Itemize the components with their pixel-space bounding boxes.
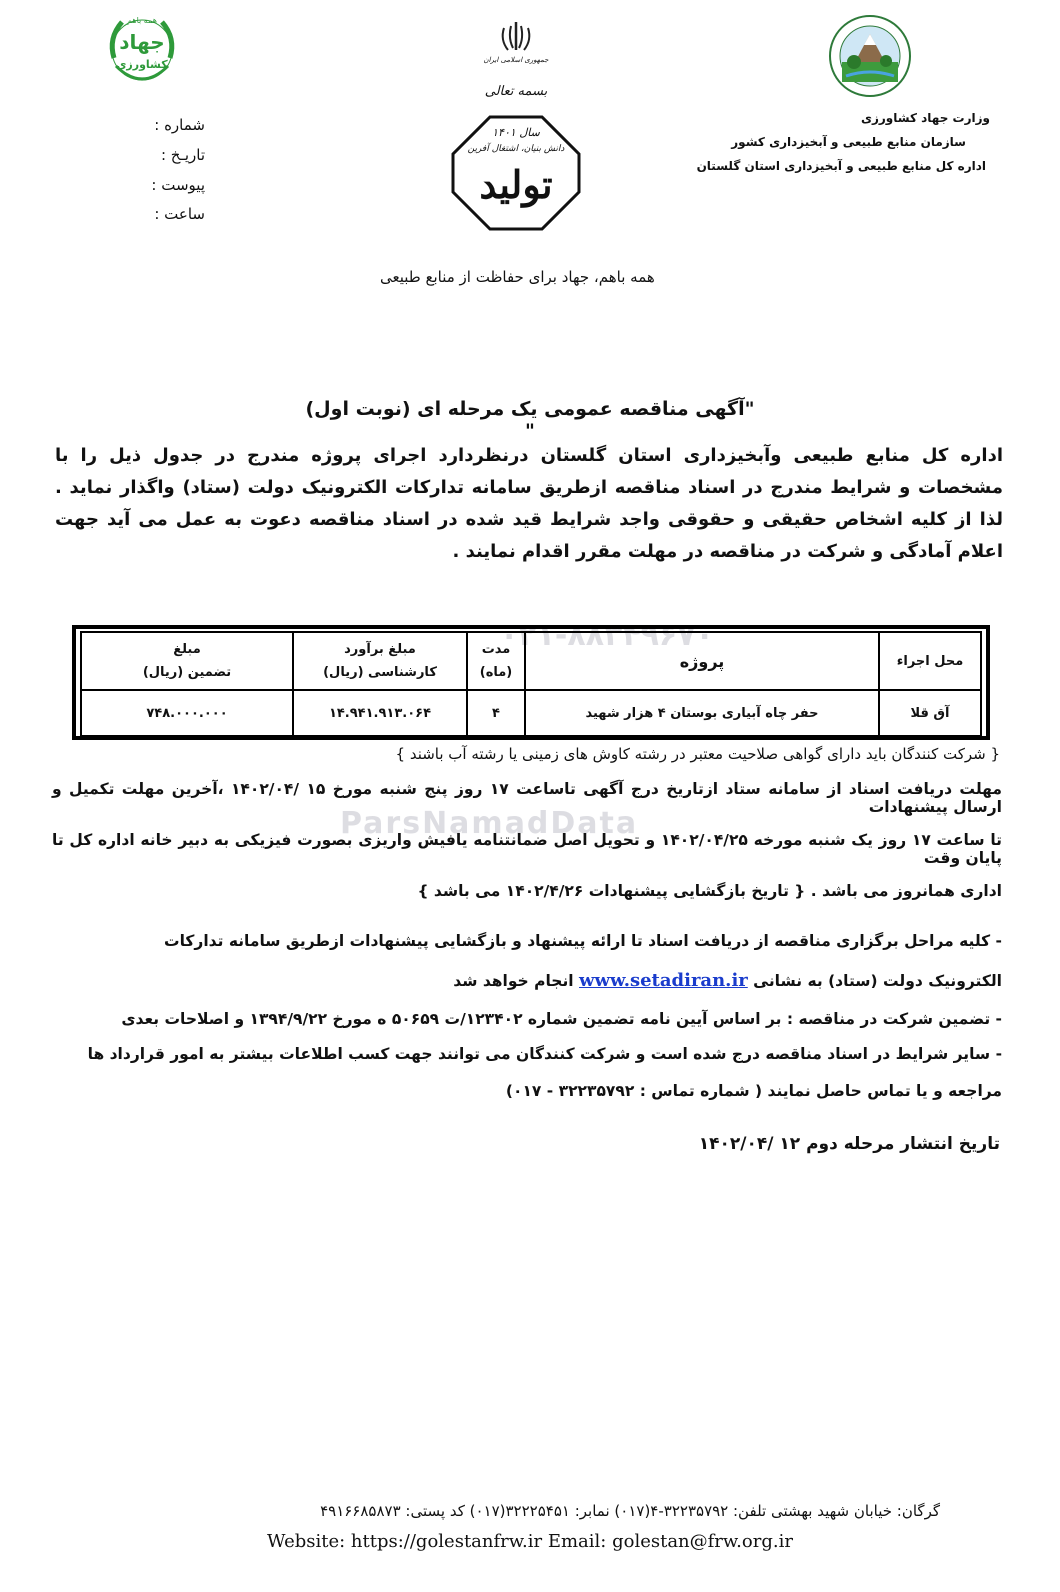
header-guarantee [81,632,293,690]
table-row [81,690,981,736]
jehad-logo-main-text: جهاد [119,30,165,54]
header-project: پروژه [525,632,879,690]
header-duration [467,632,525,690]
footer-address: گرگان: خیابان شهید بهشتی تلفن: ۳۲۲۳۵۷۹۲-۴(۰۱۷) نمابر: ۳۲۲۲۵۴۵۱(۰۱۷) کد پستی: ۴۹۱۶۶۸۵۸۷۳ [320,1502,940,1520]
slogan: همه باهم، جهاد برای حفاظت از منابع طبیعی [380,268,655,286]
year-slogan-seal [450,114,582,232]
header-estimate-line2: کارشناسی (ریال) [323,665,437,680]
guarantee-line: - تضمین شرکت در مناقصه : بر اساس آیین نامه تضمین شماره ۱۲۳۴۰۲/ت ۵۰۶۵۹ ه مورخ ۱۳۹۴/۹/۲۲ و اصلاحات بعدی [121,1010,1002,1028]
stages-line-2-start: الکترونیک دولت (ستاد) به نشانی [753,972,1002,990]
seal-subtitle: دانش بنیان، اشتغال آفرین [467,144,565,154]
watermark-digits: ۰۲۱-۸۸۳۴۹۶۷۰ [500,618,714,653]
stages-line-1: - کلیه مراحل برگزاری مناقصه از دریافت اسناد تا ارائه پیشنهاد و بازگشایی پیشنهادات ازطریق سامانه تدارکات [164,932,1002,950]
cell-estimate: ۱۴.۹۴۱.۹۱۳.۰۶۴ [293,690,467,736]
iran-emblem-icon [496,20,536,56]
iran-emblem [496,20,536,56]
table-header-row [81,632,981,690]
organization-name: سازمان منابع طبیعی و آبخیزداری کشور [731,135,966,149]
deadline-line-3: اداری همانروز می باشد . { تاریخ بازگشایی پیشنهادات ۱۴۰۲/۴/۲۶ می باشد } [417,882,1002,900]
seal-year: سال ۱۴۰۱ [492,126,540,139]
jehad-logo-bottom-text: کشاورزی [116,58,168,71]
footer-website-email: Website: https://golestanfrw.ir Email: golestan@frw.org.ir [267,1531,793,1552]
cell-project: حفر چاه آبیاری بوستان ۴ هزار شهید [525,690,879,736]
meta-number: شماره : [154,116,205,134]
deadline-line-2: تا ساعت ۱۷ روز یک شنبه مورخه ۱۴۰۲/۰۴/۲۵ و تحویل اصل ضمانتنامه یافیش واریزی بصورت فیزیکی به دبیر خانه اداره کل تا پایان وقت [52,831,1002,867]
other-terms-line-1: - سایر شرایط در اسناد مناقصه درج شده است و شرکت کنندگان می توانند جهت کسب اطلاعات بیشتر به امور قرارداد ها [87,1045,1002,1063]
province-office-name: اداره کل منابع طبیعی و آبخیزداری استان گلستان [696,159,986,173]
cell-guarantee: ۷۴۸.۰۰۰.۰۰۰ [81,690,293,736]
other-terms-line-2: مراجعه و یا تماس حاصل نمایند ( شماره تماس : ۳۲۲۳۵۷۹۲ - ۰۱۷) [505,1082,1002,1100]
natural-resources-logo [828,14,912,98]
tender-table [80,631,982,737]
notice-intro: اداره کل منابع طبیعی وآبخیزداری استان گلستان درنظردارد اجرای پروژه مندرج در جدول ذیل را با مشخصات و شرایط مندرج در اسناد مناقصه ازطریق سامانه تدارکات الکترونیک دولت (ستاد) واگذار نماید . لذا از کلیه اشخاص حقیقی و حقوقی واجد شرایط قید شده در اسناد مناقصه دعوت به عمل می آید جهت اعلام آمادگی و شرکت در مناقصه در مهلت مقرر اقدام نمایند . [55,445,1003,562]
header-guarantee-line2: تضمین (ریال) [142,665,232,680]
watermark-brand: ParsNamadData [340,806,639,841]
setadiran-link[interactable]: www.setadiran.ir [579,970,748,991]
meta-time: ساعت : [154,205,205,223]
jehad-keshavarzi-logo [100,8,184,92]
meta-date: تاریـخ : [160,146,205,164]
basmala: بسمه تعالی [484,84,548,99]
jehad-logo-top-text: همه باهم [127,16,157,25]
header-location: محل اجراء [879,632,981,690]
header-guarantee-line1: مبلغ [173,642,201,657]
mountain-forest-emblem-icon [828,14,912,98]
publish-date: تاریخ انتشار مرحله دوم ۱۲ /۱۴۰۲/۰۴ [698,1134,1000,1154]
ministry-name: وزارت جهاد کشاورزی [860,111,990,125]
header-duration-line2: (ماه) [479,665,513,680]
seal-title: تولید [479,162,553,207]
header-estimate [293,632,467,690]
header-estimate-line1: مبلغ برآورد [344,642,416,657]
stages-line-2-end: انجام خواهد شد [453,972,574,990]
emblem-caption: جمهوری اسلامی ایران [483,56,549,64]
notice-title: "آگهی مناقصه عمومی یک مرحله ای (نوبت اول) " [305,398,755,442]
cell-duration: ۴ [467,690,525,736]
eligibility-note: { شرکت کنندگان باید دارای گواهی صلاحیت معتبر در رشته کاوش های زمینی یا رشته آب باشند } [395,745,1000,763]
header-duration-line1: مدت [481,642,511,657]
stages-line-2 [400,970,1002,991]
deadline-line-1: مهلت دریافت اسناد از سامانه ستاد ازتاریخ درج آگهی تاساعت ۱۷ روز پنج شنبه مورخ ۱۵ /۱۴۰۲/۰۴ ،آخرین مهلت تکمیل و ارسال پیشنهادات [52,780,1002,816]
cell-location: آق قلا [879,690,981,736]
meta-attachment: پیوست : [151,176,205,194]
